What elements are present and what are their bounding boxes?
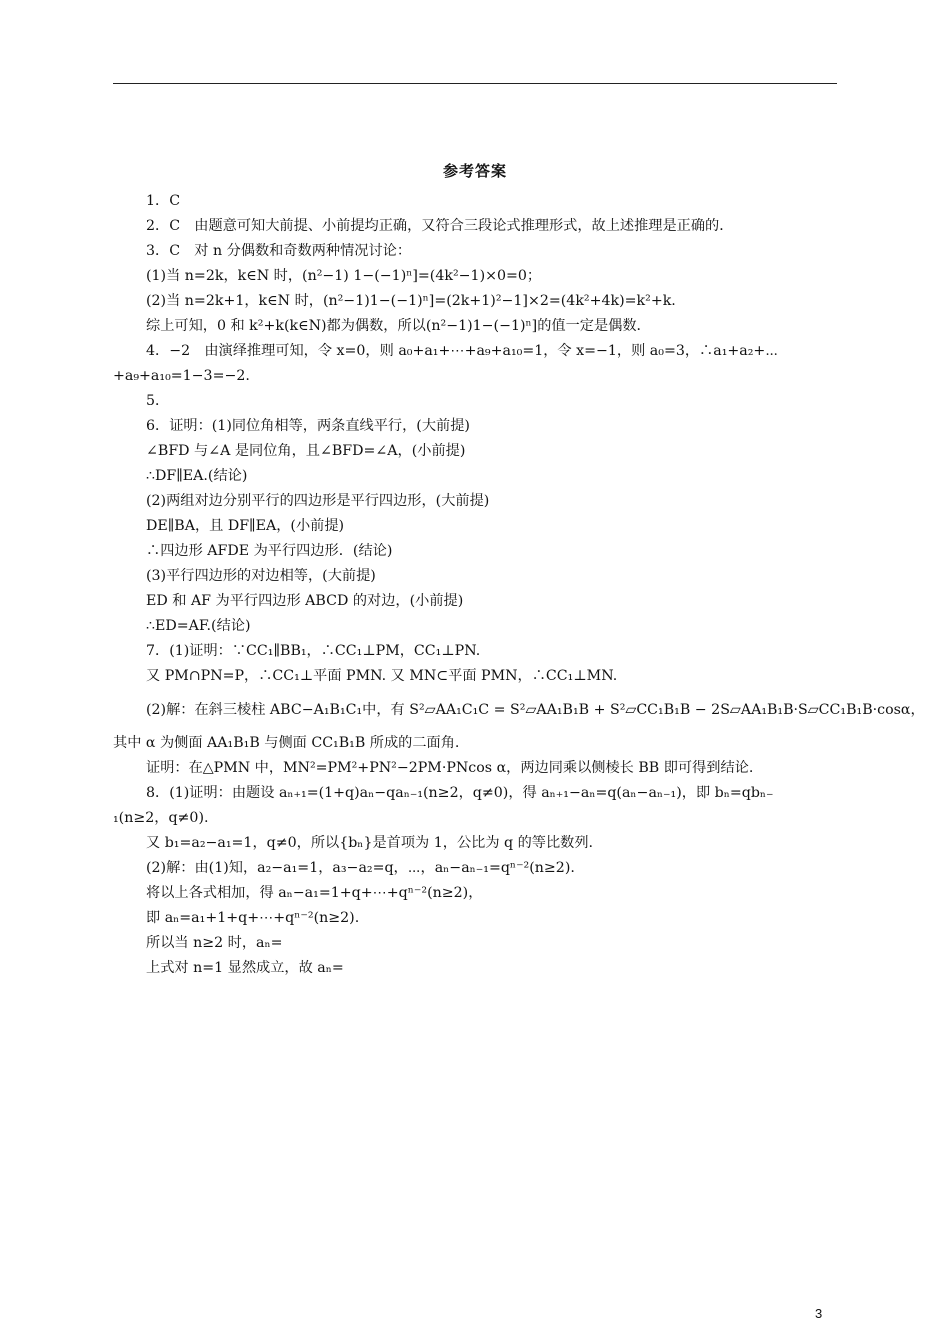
answer-line: 将以上各式相加，得 aₙ−a₁=1+q+⋯+qⁿ⁻²(n≥2)， <box>146 885 483 901</box>
answer-line: 4．−2 由演绎推理可知，令 x=0，则 a₀+a₁+⋯+a₉+a₁₀=1，令 x=−1，则 a₀=3，∴a₁+a₂+⋯ <box>146 343 779 359</box>
answer-line: 证明：在△PMN 中，MN²=PM²+PN²−2PM·PNcos α，两边同乘以侧棱长 BB 即可得到结论. <box>146 760 754 776</box>
answer-line: +a₉+a₁₀=1−3=−2. <box>113 368 250 384</box>
answer-line: 又 PM∩PN=P，∴CC₁⊥平面 PMN. 又 MN⊂平面 PMN，∴CC₁⊥MN. <box>146 668 618 684</box>
answer-line: 1．C <box>146 193 181 209</box>
answer-line: (2)两组对边分别平行的四边形是平行四边形，(大前提) <box>146 493 490 509</box>
answer-line: (2)当 n=2k+1，k∈N 时，(n²−1)1−(−1)ⁿ]=(2k+1)²−1]×2=(4k²+4k)=k²+k. <box>146 293 676 309</box>
answer-line: ∠BFD 与∠A 是同位角，且∠BFD=∠A，(小前提) <box>146 443 466 459</box>
answer-line: 其中 α 为侧面 AA₁B₁B 与侧面 CC₁B₁B 所成的二面角. <box>113 735 460 751</box>
answer-line: ED 和 AF 为平行四边形 ABCD 的对边，(小前提) <box>146 593 464 609</box>
answer-line: (2)解：在斜三棱柱 ABC−A₁B₁C₁中，有 S²▱AA₁C₁C = S²▱AA₁B₁B + S²▱CC₁B₁B − 2S▱AA₁B₁B·S▱CC₁B₁B·cosα， <box>146 702 925 718</box>
answer-line: 6．证明：(1)同位角相等，两条直线平行，(大前提) <box>146 418 470 434</box>
header-rule <box>113 83 837 84</box>
answer-line: DE∥BA，且 DF∥EA，(小前提) <box>146 518 345 534</box>
answer-line: (2)解：由(1)知，a₂−a₁=1，a₃−a₂=q，⋯，aₙ−aₙ₋₁=qⁿ⁻²(n≥2). <box>146 860 575 876</box>
answer-line: (1)当 n=2k，k∈N 时，(n²−1) 1−(−1)ⁿ]=(4k²−1)×0=0； <box>146 268 542 284</box>
answer-line: 即 aₙ=a₁+1+q+⋯+qⁿ⁻²(n≥2). <box>146 910 360 926</box>
answer-line: 8．(1)证明：由题设 aₙ₊₁=(1+q)aₙ−qaₙ₋₁(n≥2，q≠0)，得 aₙ₊₁−aₙ=q(aₙ−aₙ₋₁)，即 bₙ=qbₙ₋ <box>146 785 774 801</box>
answer-line: 7．(1)证明：∵CC₁∥BB₁，∴CC₁⊥PM，CC₁⊥PN. <box>146 643 481 659</box>
answer-line: 所以当 n≥2 时，aₙ= <box>146 935 283 951</box>
answer-line: 3．C 对 n 分偶数和奇数两种情况讨论： <box>146 243 412 259</box>
answer-line: 又 b₁=a₂−a₁=1，q≠0，所以{bₙ}是首项为 1，公比为 q 的等比数列. <box>146 835 594 851</box>
answer-line: ₁(n≥2，q≠0). <box>113 810 209 826</box>
answer-line: ∴四边形 AFDE 为平行四边形．(结论) <box>146 543 393 559</box>
answer-line: ∴ED=AF.(结论) <box>146 618 251 634</box>
answer-line: (3)平行四边形的对边相等，(大前提) <box>146 568 376 584</box>
answer-line: 综上可知，0 和 k²+k(k∈N)都为偶数，所以(n²−1)1−(−1)ⁿ]的值一定是偶数． <box>146 318 651 334</box>
page-number: 3 <box>815 1306 823 1321</box>
answer-line: ∴DF∥EA.(结论) <box>146 468 248 484</box>
answer-line: 上式对 n=1 显然成立，故 aₙ= <box>146 960 344 976</box>
answer-line: 5． <box>146 393 170 409</box>
answer-line: 2．C 由题意可知大前提、小前提均正确，又符合三段论式推理形式，故上述推理是正确的． <box>146 218 734 234</box>
page-title: 参考答案 <box>442 162 507 180</box>
